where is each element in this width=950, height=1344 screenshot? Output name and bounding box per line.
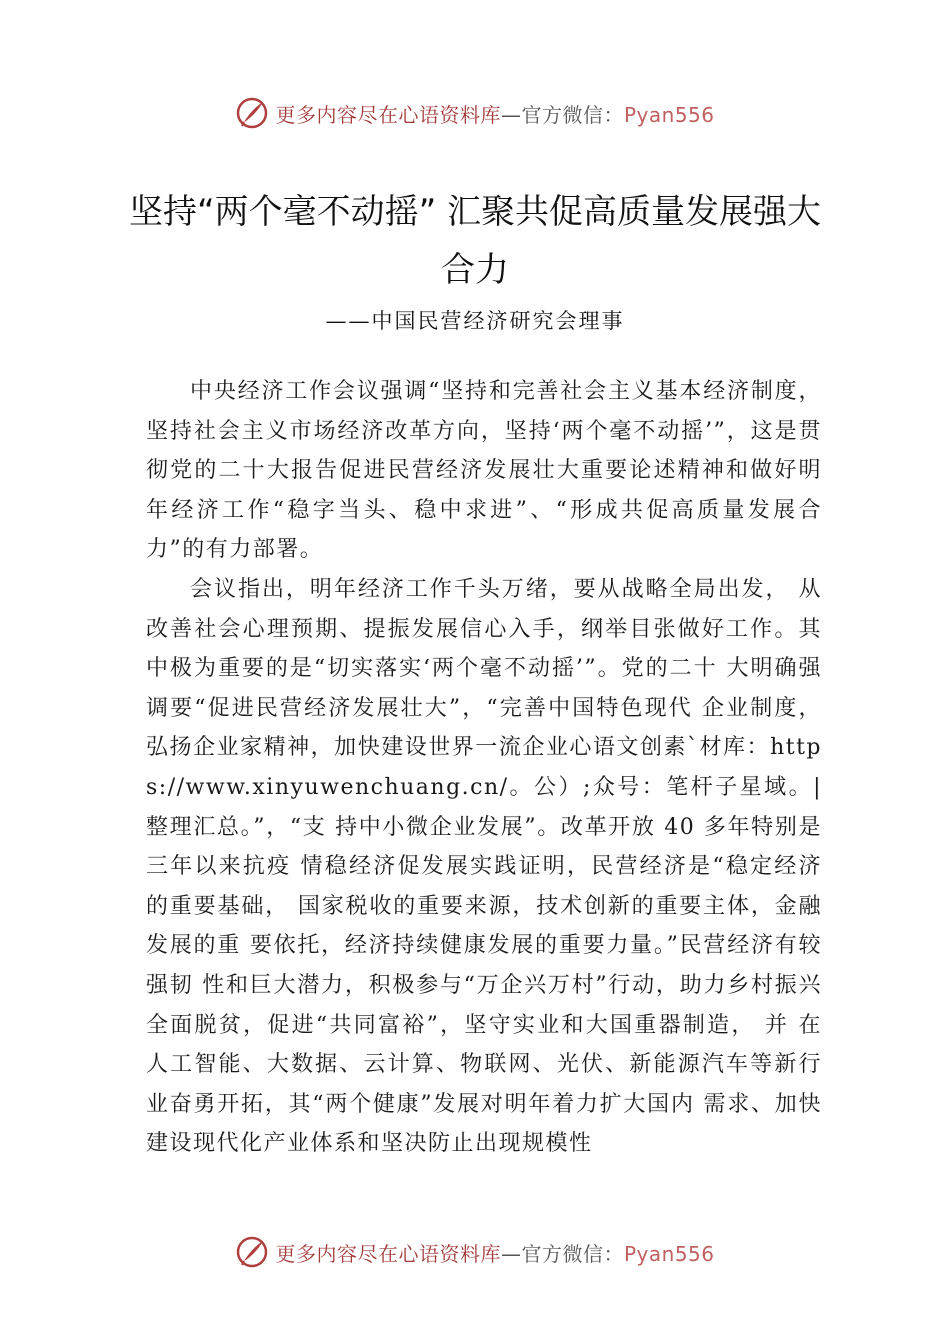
article-body <box>146 372 822 1164</box>
quill-pen-logo-icon <box>235 96 269 130</box>
wechat-label: 官方微信： <box>521 1241 624 1266</box>
paragraph-2: 会议指出，明年经济工作千头万绪，要从战略全局出发， 从改善社会心理预期、提振发展信心入手，纲举目张做好工作。其中极为重要的是“切实落实‘两个毫不动摇’”。党的二十 大明确强调要“促进民营经济发展壮大”，“完善中国特色现代 企业制度，弘扬企业家精神，加快建设世界一流企业心语文创素`材库：https://www.xinyuwenchuang.cn/。公）;众号：笔杆子星域。|整理汇总。”，“支 持中小微企业发展”。改革开放 40 多年特别是三年以来抗疫 情稳经济促发展实践证明，民营经济是“稳定经济的重要基础， 国家税收的重要来源，技术创新的重要主体，金融发展的重 要依托，经济持续健康发展的重要力量。”民营经济有较强韧 性和巨大潜力，积极参与“万企兴万村”行动，助力乡村振兴全面脱贫，促进“共同富裕”，坚守实业和大国重器制造， 并 在人工智能、大数据、云计算、物联网、光伏、新能源汽车等新行业奋勇开拓，其“两个健康”发展对明年着力扩大国内 需求、加快建设现代化产业体系和坚决防止出现规模性 <box>146 576 822 1157</box>
page-title: 坚持“两个毫不动摇” 汇聚共促高质量发展强大合力 <box>128 192 822 290</box>
footer-banner <box>0 1232 950 1272</box>
wechat-id: Pyan556 <box>623 102 715 127</box>
banner-separator: — <box>500 102 522 127</box>
banner-separator: — <box>500 1241 522 1266</box>
library-text: 更多内容尽在心语资料库 <box>275 1241 501 1266</box>
banner-text <box>275 99 714 128</box>
page-subtitle: ——中国民营经济研究会理事 <box>325 309 625 333</box>
banner-text <box>275 1238 714 1267</box>
quill-pen-logo-icon <box>235 1235 269 1269</box>
wechat-label: 官方微信： <box>521 102 624 127</box>
header-banner <box>0 93 950 133</box>
library-text: 更多内容尽在心语资料库 <box>275 102 501 127</box>
wechat-id: Pyan556 <box>623 1241 715 1266</box>
paragraph-1: 中央经济工作会议强调“坚持和完善社会主义基本经济制度，坚持社会主义市场经济改革方向，坚持‘两个毫不动摇’”，这是贯彻党的二十大报告促进民营经济发展壮大重要论述精神和做好明年经济工作“稳字当头、稳中求进”、“形成共促高质量发展合力”的有力部署。 <box>146 379 822 563</box>
